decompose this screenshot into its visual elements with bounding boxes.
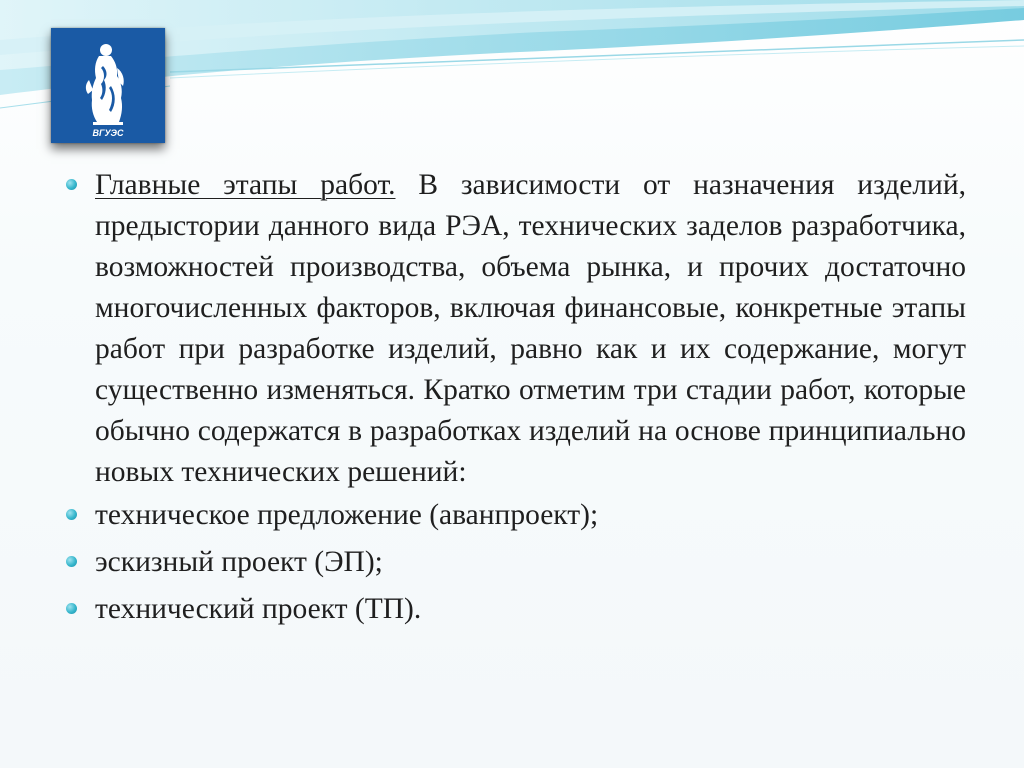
paragraph-text: В зависимости от назначения изделий, предыстории данного вида РЭА, технических заделов разработчика, возможностей производства, объема рынка, и прочих достаточно многочисленных факторов, включая финансовые, конкретные этапы работ при разработке изделий, равно как и их содержание, могут существенно изменяться. Кратко отметим три стадии работ, которые обычно содержатся в разработках изделий на основе принципиально новых технических решений: xyxy=(95,169,966,488)
main-paragraph xyxy=(66,165,966,493)
list-item-text: технический проект (ТП). xyxy=(95,593,422,625)
bullet-dot-icon xyxy=(66,179,77,190)
slide-content xyxy=(66,165,966,636)
bullet-dot-icon xyxy=(66,603,77,614)
list-item xyxy=(66,589,966,630)
list-item-text: техническое предложение (аванпроект); xyxy=(95,499,599,531)
list-item-text: эскизный проект (ЭП); xyxy=(95,546,383,578)
statue-emblem-icon xyxy=(51,28,165,143)
university-logo xyxy=(51,28,165,143)
bullet-dot-icon xyxy=(66,556,77,567)
list-item xyxy=(66,495,966,536)
bullet-dot-icon xyxy=(66,509,77,520)
logo-text: ВГУЭС xyxy=(92,128,124,138)
section-heading: Главные этапы работ. xyxy=(95,169,396,201)
list-item xyxy=(66,542,966,583)
